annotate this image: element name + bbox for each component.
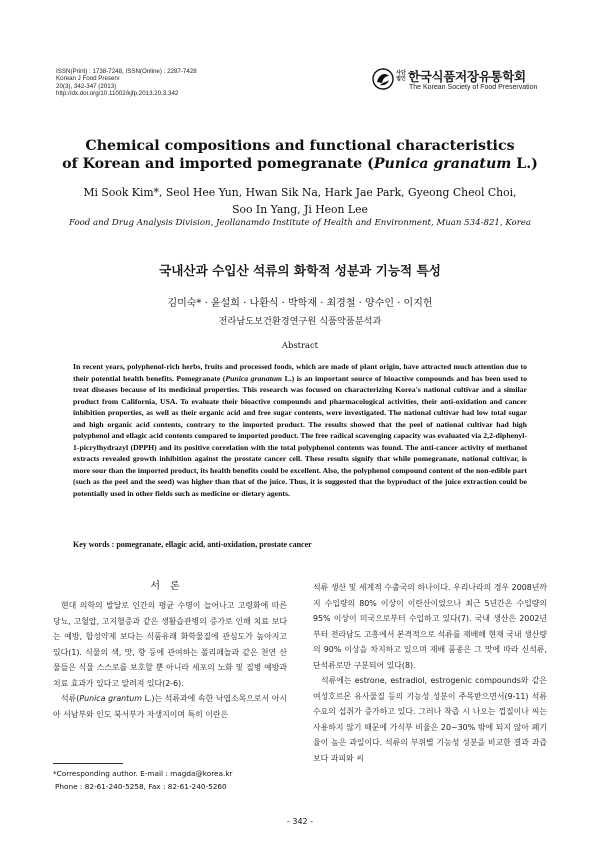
paragraph: 석류(Punica grantum L.)는 석류과에 속한 낙엽소목으로서 아시아 서남부와 인도 북서부가 자생지이며 특히 이란은 (53, 694, 287, 719)
abstract-body: In recent years, polyphenol-rich herbs, fruits and processed foods, which are made of plant origin, have attracted much attention due to their potential health benefits. Pomegranate (Punica granatum L.) is an important source of bioactive compounds and has been used to treat diseases because of its medicinal properties. This research was focused on characterizing Korea's national cultivar and a similar product from California, USA. To evaluate their bioactive compounds and pharmacological activities, their anti-oxidation and cancer inhibition properties, as well as their organic acid and free sugar contents, were investigated. The national cultivar had low total sugar and high organic acid contents, contrary to the imported product. The results showed that the peel of national cultivar had high polyphenol and ellagic acid contents compared to imported product. The free radical scavenging capacity was evaluated via 2,2-diphenyl-1-picrylhydrazyl (DPPH) and its positive correlation with the total polyphenol contents was found. The anti-cancer activity of methanol extracts revealed growth inhibition against the prostate cancer cell. These results signify that while pomegranate, national cultivar, is more sour than the imported product, its health benefits could be excellent. Also, the polyphenol compound content of the non-edible part (such as the peel and the seed) was higher than that of the juice. Thus, it is suggested that the byproduct of the juice extraction could be potentially used in other fields such as medicine or dietary agents. (73, 362, 528, 498)
title-line-1: Chemical compositions and functional characteristics (85, 138, 515, 154)
korean-title: 국내산과 수입산 석류의 화학적 성분과 기능적 특성 (159, 263, 441, 278)
corresponding-author-note (53, 768, 233, 793)
paragraph: 석류 생산 및 세계적 수출국의 하나이다. 우리나라의 경우 2008년까지 수입량의 80% 이상이 이란산이었으나 최근 5년간은 수입량의 95% 이상이 미국으로부터 수입하고 있다(7). 국내 생산은 2002년부터 전라남도 고흥에서 본격적으로 석류를 재배해 현재 국내 생산량의 90% 이상을 차지하고 있으며 재배 품종은 그 맛에 따라 신석류, 단석류로만 구분되어 있다(8). (313, 583, 547, 670)
korean-affiliation: 전라남도보건환경연구원 식품약품분석과 (218, 316, 382, 327)
society-name-ko: 한국식품저장유통학회 (408, 69, 526, 84)
title-line-2: of Korean and imported pomegranate (Punica granatum L.) (62, 156, 538, 172)
keywords: Key words : pomegranate, ellagic acid, anti-oxidation, prostate cancer (73, 540, 312, 549)
corresponding-email: *Corresponding author. E-mail : magda@korea.kr (53, 769, 233, 778)
footnote-divider (53, 763, 123, 764)
section-heading-introduction: 서론 (150, 581, 190, 592)
journal-abbrev: Korean J Food Preserv (56, 75, 120, 83)
author-list (40, 184, 560, 218)
society-prefix: 사단 법인 (396, 70, 406, 82)
volume-issue: 20(3), 342-347 (2013) (56, 82, 117, 90)
korean-authors: 김미숙* · 윤설희 · 나환식 · 박학재 · 최경철 · 양수인 · 이지헌 (167, 298, 433, 309)
page-number: - 342 - (286, 817, 314, 826)
society-logo-icon (372, 68, 394, 90)
paper-title (40, 137, 560, 173)
corresponding-phone: Phone : 82-61-240-5258, Fax : 82-61-240-5260 (55, 781, 227, 791)
doi-link[interactable]: http://dx.doi.org/10.11002/kjfp.2013.20.3.342 (56, 90, 179, 98)
affiliation: Food and Drug Analysis Division, Jeollanamdo Institute of Health and Environment, Muan 534-821, Korea (68, 218, 532, 228)
abstract-heading: Abstract (281, 340, 319, 350)
society-logo-block (372, 66, 562, 96)
authors-line-1: Mi Sook Kim*, Seol Hee Yun, Hwan Sik Na, Hark Jae Park, Gyeong Cheol Choi, (83, 186, 517, 199)
society-name-en: The Korean Society of Food Preservation (409, 84, 538, 91)
body-column-left (53, 598, 287, 722)
paragraph: 석류에는 estrone, estradiol, estrogenic compounds와 같은 여성호르몬 유사물질 등의 기능성 성분이 주목받으면서(9-11) 석류 수요의 섭취가 증가하고 있다. 그러나 착즙 시 나오는 껍질이나 씨는 사용하지 않기 때문에 가식부 비율은 20~30% 밖에 되지 않아 폐기율이 높은 과일이다. 석류의 부위별 기능성 성분을 비교한 결과 과즙보다 과피와 씨 (313, 676, 547, 763)
paragraph: 현대 의학의 발달로 인간의 평균 수명이 늘어나고 고령화에 따른 당뇨, 고혈압, 고지혈증과 같은 생활습관병의 증가로 인해 치료 보다는 예방, 합성약제 보다는 식품유래 화학물질에 관심도가 높아지고 있다(1). 식물의 색, 맛, 향 등에 관여하는 폴리페놀과 같은 천연 산물들은 식물 스스로를 보호할 뿐 아니라 세포의 노화 및 질병 예방과 치료 효과가 있다고 알려져 있다(2-6). (53, 601, 287, 688)
species-name: Punica granatum (373, 156, 512, 172)
authors-line-2: Soo In Yang, Ji Heon Lee (232, 203, 368, 216)
body-column-right (313, 580, 547, 766)
issn-line: ISSN(Print) : 1738-7248, ISSN(Online) : 2287-7428 (56, 68, 197, 75)
abstract-species-name: Punica granatum (225, 373, 283, 383)
journal-metadata (56, 68, 197, 98)
